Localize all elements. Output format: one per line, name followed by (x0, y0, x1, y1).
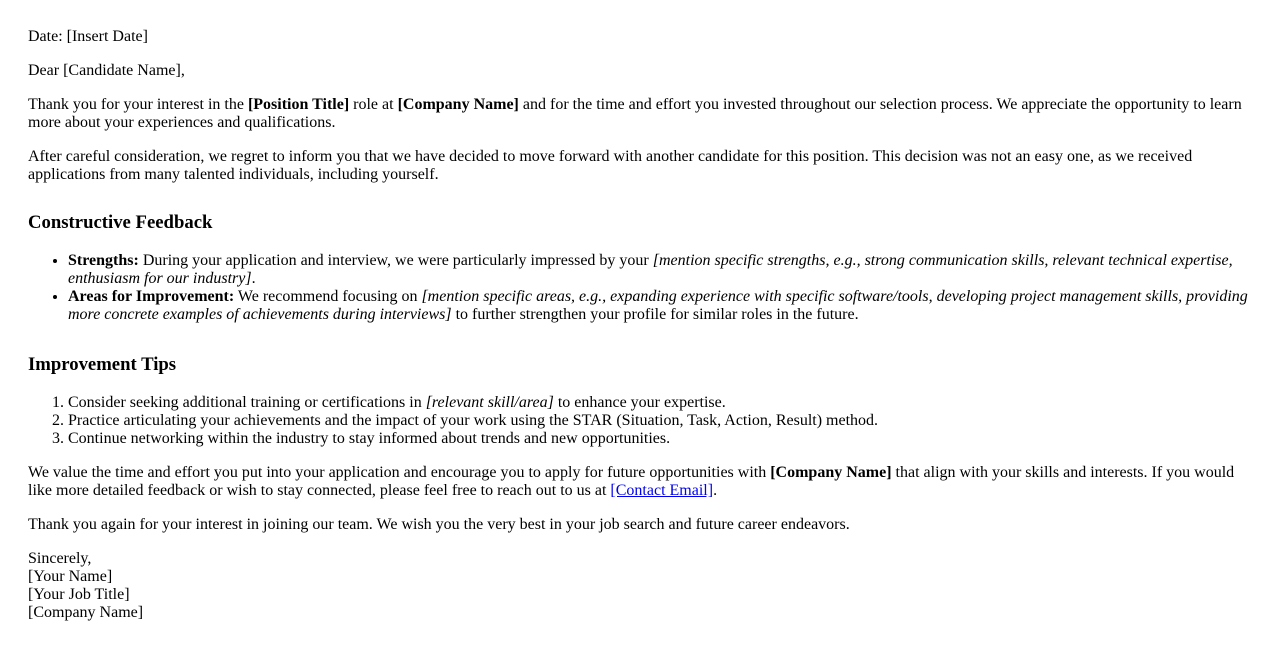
salutation (28, 62, 1250, 80)
signature-title: [Your Job Title] (28, 586, 130, 603)
list-item-areas (68, 288, 1250, 324)
list-item-tip-2 (68, 412, 1250, 430)
tip2-text: Practice articulating your achievements and the impact of your work using the STAR (Situation, Task, Action, Result) method. (68, 412, 879, 429)
signature-name: [Your Name] (28, 568, 113, 585)
closing-paragraph (28, 464, 1250, 500)
areas-text: We recommend focusing on (234, 288, 422, 305)
intro-paragraph (28, 96, 1250, 132)
areas-placeholder: [mention specific areas, e.g., expanding experience with specific software/tools, developing project management skills, providing more concrete examples of achievements during interviews] (68, 288, 1248, 323)
date-line (28, 28, 1250, 46)
thanks-text: Thank you again for your interest in joining our team. We wish you the very best in your job search and future career endeavors. (28, 516, 850, 533)
list-item-strengths (68, 252, 1250, 288)
intro-text-3: and for the time and effort you invested throughout our selection process. We appreciate the opportunity to learn more about your experiences and qualifications. (28, 96, 1242, 131)
strengths-placeholder: [mention specific strengths, e.g., strong communication skills, relevant technical expertise, enthusiasm for our industry] (68, 252, 1233, 287)
date-text: Date: [Insert Date] (28, 28, 148, 45)
list-item-tip-3 (68, 430, 1250, 448)
contact-email-link[interactable]: [Contact Email] (610, 482, 714, 499)
list-item-tip-1 (68, 394, 1250, 412)
feedback-heading: Constructive Feedback (28, 212, 213, 233)
signature-company: [Company Name] (28, 604, 144, 621)
closing-company-name: [Company Name] (770, 464, 892, 481)
position-title: [Position Title] (247, 96, 350, 113)
areas-end: to further strengthen your profile for similar roles in the future. (451, 306, 859, 323)
strengths-label: Strengths: (68, 252, 139, 269)
decision-text: After careful consideration, we regret to inform you that we have decided to move forward with another candidate for this position. This decision was not an easy one, as we received applications from many talented individuals, including yourself. (28, 148, 1193, 183)
tip3-text: Continue networking within the industry to stay informed about trends and new opportunities. (68, 430, 671, 447)
intro-text-2: role at (349, 96, 398, 113)
sign-off: Sincerely, (28, 550, 92, 567)
signature-block (28, 550, 1250, 622)
strengths-text: During your application and interview, we were particularly impressed by your (138, 252, 653, 269)
closing-text-2: that align with your skills and interests. If you would like more detailed feedback or wish to stay connected, please feel free to reach out to us at (28, 464, 1235, 499)
tip1-placeholder: [relevant skill/area] (425, 394, 554, 411)
closing-text-3: . (713, 482, 718, 499)
intro-text-1: Thank you for your interest in the (28, 96, 248, 113)
tips-list (28, 394, 1250, 448)
strengths-end: . (251, 270, 256, 287)
tip1-text-a: Consider seeking additional training or certifications in (68, 394, 426, 411)
areas-label: Areas for Improvement: (68, 288, 235, 305)
company-name: [Company Name] (397, 96, 519, 113)
salutation-text: Dear [Candidate Name], (28, 62, 185, 79)
tip1-text-b: to enhance your expertise. (553, 394, 726, 411)
feedback-list (28, 252, 1250, 324)
closing-text-1: We value the time and effort you put into your application and encourage you to apply for future opportunities with (28, 464, 771, 481)
tips-heading: Improvement Tips (28, 354, 177, 375)
thanks-paragraph (28, 516, 1250, 534)
decision-paragraph (28, 148, 1250, 184)
